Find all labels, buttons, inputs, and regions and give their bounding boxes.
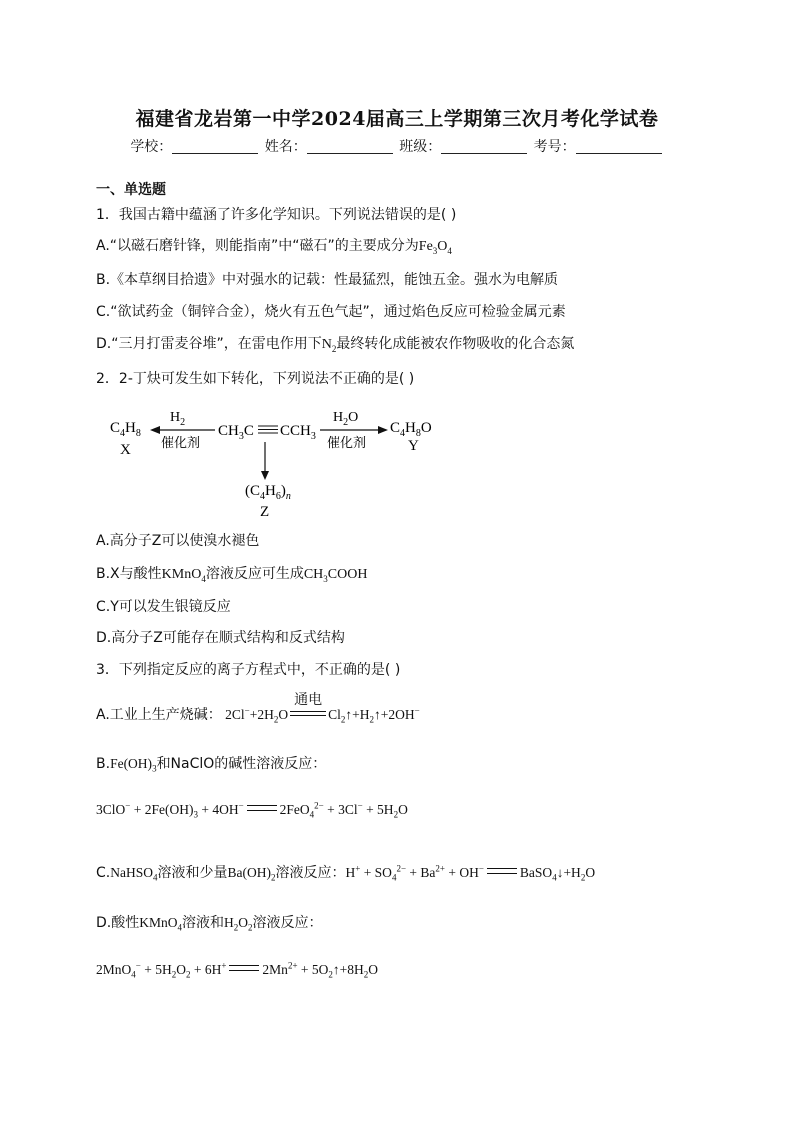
q3-option-b-post: 和NaClO的碱性溶液反应：: [156, 756, 327, 772]
fe3o4-formula: $Fe_3O_4$: [418, 239, 452, 256]
name-blank[interactable]: [307, 139, 393, 154]
section-heading: 一、单选题: [96, 182, 166, 198]
q2-option-d[interactable]: D.高分子Z可能存在顺式结构和反式结构: [96, 630, 345, 646]
q1-option-c[interactable]: C.“欲试药金（铜锌合金），烧火有五色气起”，通过焰色反应可检验金属元素: [96, 304, 566, 320]
class-label: 班级：: [399, 139, 442, 155]
name-label: 姓名：: [264, 139, 307, 155]
h2-reagent: $H_2$: [170, 410, 186, 428]
q2-option-b-mid: 溶液反应可生成: [205, 566, 304, 582]
n2-formula: $N_2$: [321, 337, 337, 354]
student-info-row: [0, 136, 794, 156]
z-formula: $(C_4H_6)_n$: [245, 483, 291, 502]
q3-option-a-text: A.工业上生产烧碱：: [96, 707, 222, 723]
y-label: Y: [408, 438, 419, 454]
q1-stem: 1．我国古籍中蕴涵了许多化学知识。下列说法错误的是( ): [96, 207, 457, 223]
q3-option-a-equation: $2Cl^-+2H_2O$ 通电 $Cl_2↑+H_2↑+2OH^-$: [225, 692, 420, 725]
x-formula: $C_4H_8$: [110, 420, 141, 439]
q3-option-c-mid1: 溶液和少量: [157, 865, 228, 881]
q1-option-a[interactable]: [96, 237, 452, 256]
q3-option-d-pre: D.酸性: [96, 915, 140, 931]
but-2-yne-formula-right: $CCH_3$: [280, 423, 316, 442]
exam-title: 福建省龙岩第一中学2024届高三上学期第三次月考化学试卷: [135, 108, 659, 130]
q1-option-b[interactable]: B.《本草纲目拾遗》中对强水的记载：性最猛烈，能蚀五金。强水为电解质: [96, 272, 559, 288]
q3-option-b-equation: $3ClO^- + 2Fe(OH)_3 + 4OH^-$ $2FeO_4^{2-} + 3Cl^- + 5H_2O$: [96, 800, 408, 820]
q3-option-b[interactable]: [96, 755, 326, 773]
q1-option-d[interactable]: [96, 335, 574, 354]
q1-option-d-pre: D.“三月打雷麦谷堆”，在雷电作用下: [96, 336, 322, 352]
q3-option-c-pre: C.: [96, 865, 111, 881]
q3-option-d-equation: $2MnO_4^- + 5H_2O_2 + 6H^+$ $2Mn^{2+}$ + $5O_2↑+8H_2O$: [96, 960, 379, 980]
catalyst-right: 催化剂: [327, 436, 367, 451]
q3-option-a[interactable]: [96, 692, 420, 725]
z-label: Z: [260, 504, 270, 520]
q2-option-b[interactable]: [96, 565, 367, 584]
q2-stem: 2．2-丁炔可发生如下转化，下列说法不正确的是( ): [96, 371, 415, 387]
h2o2-formula: $H_2O_2$: [224, 915, 253, 933]
q2-option-a[interactable]: A.高分子Z可以使溴水褪色: [96, 533, 260, 549]
h2o-reagent: $H_2O$: [333, 410, 359, 428]
school-label: 学校：: [130, 139, 173, 155]
q3-option-b-pre: B.: [96, 756, 111, 772]
q3-option-d-post: 溶液反应：: [252, 915, 323, 931]
kmno4-formula-2: KMnO$_4$: [139, 915, 182, 933]
y-formula: $C_4H_8O$: [390, 420, 432, 439]
ch3cooh-formula: $CH_3COOH$: [303, 567, 368, 584]
q1-option-d-post: 最终转化成能被农作物吸收的化合态氮: [336, 336, 575, 352]
q3-option-d[interactable]: [96, 914, 323, 932]
q1-option-a-text: A.“以磁石磨针锋，则能指南”中“磁石”的主要成分为: [96, 238, 419, 254]
x-label: X: [120, 442, 131, 458]
nahso4-formula: NaHSO$_4$: [110, 865, 158, 883]
id-blank[interactable]: [576, 139, 662, 154]
q3-stem: 3．下列指定反应的离子方程式中，不正确的是( ): [96, 662, 401, 678]
q3-option-c-equation: $H^+ + SO_4^{2-} + Ba^{2+} + OH^-$ $BaSO_4↓+H_2O$: [345, 863, 596, 883]
right-arrowhead: [378, 426, 388, 434]
q2-option-b-pre: B.X与酸性: [96, 566, 162, 582]
q2-option-c[interactable]: C.Y可以发生银镜反应: [96, 599, 231, 615]
q2-reaction-diagram: [100, 400, 460, 522]
q3-option-c-mid2: 溶液反应：: [275, 865, 346, 881]
catalyst-left: 催化剂: [161, 436, 201, 451]
kmno4-formula: KMnO$_4$: [161, 567, 206, 584]
left-arrowhead: [150, 426, 160, 434]
baoh2-formula: $Ba(OH)_2$: [227, 865, 276, 883]
class-blank[interactable]: [441, 139, 527, 154]
q3-option-c[interactable]: [96, 864, 595, 882]
but-2-yne-formula: $CH_3C$: [218, 423, 254, 442]
down-arrowhead: [261, 471, 269, 480]
electrolysis-condition: 通电: [290, 711, 326, 716]
school-blank[interactable]: [172, 139, 258, 154]
q3-option-d-mid: 溶液和: [182, 915, 224, 931]
id-label: 考号：: [533, 139, 576, 155]
feoh3-formula: $Fe(OH)_3$: [110, 756, 157, 774]
